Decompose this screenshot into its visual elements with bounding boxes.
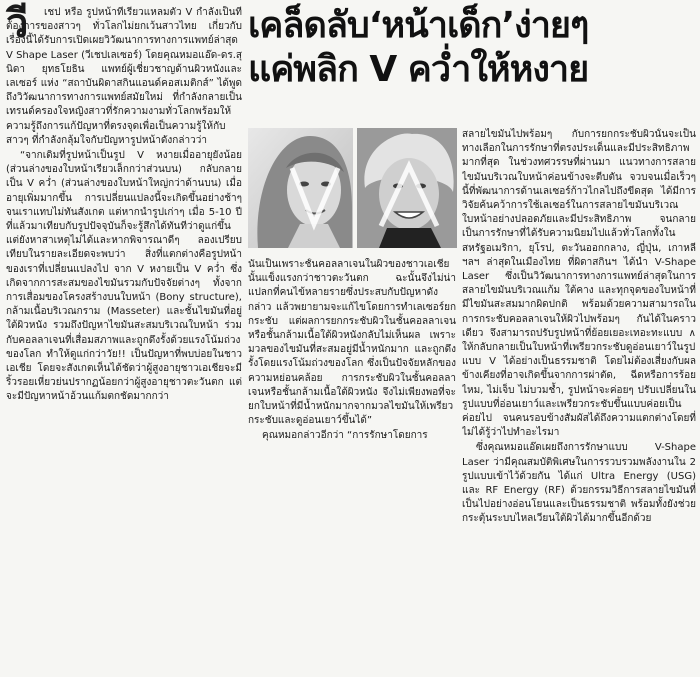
headline: [248, 4, 698, 92]
paragraph: คุณหมอกล่าวอีกว่า “การรักษาโดยการ: [262, 430, 428, 442]
paragraph: นั่นเป็นเพราะชั้นคอลลาเจนในผิวของชาวเอเชียนั้นแข็งแรงกว่าชาวตะวันตก ฉะนั้นจึงไม่น่าแปลกที่คนไข้หลายรายซึ่งประสบกับปัญหาดังกล่าว แล้วพยายามจะแก้ไขโดยการทำเลเซอร์ยกกระชับ แต่ผลการยกกระชับผิวในชั้นคอลลาเจนหรือชั้นกล้ามเนื้อใต้ผิวหนังกลับไม่เห็นผล เพราะมวลของไขมันที่สะสมอยู่มีน้ำหนักมาก และถูกดึงรั้งโดยแรงโน้มถ่วงของโลก ซึ่งเป็นปัจจัยหลักของความหย่อนคล้อย การกระชับผิวในชั้นคอลลาเจนหรือชั้นกล้ามเนื้อใต้ผิวหนัง จึงไม่เพียงพอที่จะยกใบหน้าที่มีน้ำหนักมากจากมวลไขมันให้เพรียวกระชับและดูอ่อนเยาว์ขึ้นได้”: [248, 259, 456, 427]
young-woman-image: [248, 128, 353, 248]
paragraph: “จากเดิมที่รูปหน้าเป็นรูป V หงายเมื่ออายุยังน้อย (ส่วนล่างของใบหน้าเรียวเล็กกว่าส่วนบน) กลับกลายเป็น V คว่ำ (ส่วนล่างของใบหน้าใหญ่กว่าด้านบน) เมื่ออายุเพิ่มมากขึ้น การเปลี่ยนแปลงนี้จะเกิดขึ้นอย่างช้าๆ จนเราแทบไม่ทันสังเกต แต่หากนำรูปเก่าๆ เมื่อ 5-10 ปีที่แล้วมาเทียบกับรูปปัจจุบันก็จะรู้สึกได้ทันทีว่าดูแก่ขึ้น แต่ยังหาสาเหตุไม่ได้และหากพิจารณาดีๆ ลองเปรียบเทียบในรายละเอียดจะพบว่า สิ่งที่แตกต่างคือรูปหน้าของเราที่เปลี่ยนแปลงไป จาก V หงายเป็น V คว่ำ ซึ่งเกิดจากการสะสมของไขมันรวมกับปัจจัยต่างๆ ทั้งจากการเสื่อมของโครงสร้างบนใบหน้า (Bony structure), กล้ามเนื้อบริเวณกราม (Masseter) และชั้นไขมันที่อยู่ใต้ผิวหนัง รวมถึงปัญหาไขมันสะสมบริเวณใบหน้า ร่วมกับคอลลาเจนที่เสื่อมสภาพและถูกดึงรั้งด้วยแรงโน้มถ่วงของโลก ทำให้ดูแก่กว่าวัย!! เป็นปัญหาที่พบบ่อยในชาวเอเชีย โดยจะสังเกตเห็นได้ชัดว่าผู้สูงอายุชาวเอเชียจะมีริ้วรอยเหี่ยวย่นปรากฏน้อยกว่าผู้สูงอายุชาวตะวันตก แต่จะมีปัญหาหน้าอ้วนแก้มตกชัดมากกว่า: [6, 150, 242, 403]
older-woman-image: [357, 128, 457, 248]
paragraph: ซึ่งคุณหมอแอ๊ดเผยถึงการรักษาแบบ V-Shape Laser ว่ามีคุณสมบัติพิเศษในการรวบรวมพลังงานใน 2 รูปแบบเข้าไว้ด้วยกัน ได้แก่ Ultra Energy (USG) และ RF Energy (RF) ด้วยกรรมวิธีการสลายไขมันที่เป็นไปอย่างอ่อนโยนและเป็นธรรมชาติ พร้อมทั้งยังช่วยกระตุ้นระบบไหลเวียนใต้ผิวได้มากขึ้นอีกด้วย: [462, 442, 696, 525]
photo-young-woman: [248, 128, 353, 248]
drop-cap: วี: [6, 0, 29, 47]
photo-older-woman: [357, 128, 457, 248]
headline-line-1: เคล็ดลับ‘หน้าเด็ก’ง่ายๆ: [248, 5, 589, 46]
column-1: [6, 0, 242, 672]
headline-line-2: แค่พลิก V คว่ำให้หงาย: [248, 49, 589, 90]
column-2: [248, 258, 456, 670]
paragraph: สลายไขมันไปพร้อมๆ กับการยกกระชับผิวนั้นจะเป็นทางเลือกในการรักษาที่ตรงประเด็นและมีประสิทธิภาพมากที่สุด ในช่วงทศวรรษที่ผ่านมา แนวทางการสลายไขมันบริเวณใบหน้าค่อนข้างจะตีบตัน จวบจนเมื่อเร็วๆ นี้ที่พัฒนาการด้านเลเซอร์ก้าวไกลไปถึงขีดสุด ได้มีการวิจัยค้นคว้าการใช้เลเซอร์ในการสลายไขมันบริเวณใบหน้าอย่างปลอดภัยและมีประสิทธิภาพ จนกลายเป็นการรักษาที่ได้รับความนิยมไปแล้วทั่วโลกทั้งในสหรัฐอเมริกา, ยุโรป, ตะวันออกกลาง, ญี่ปุ่น, เกาหลี ฯลฯ ล่าสุดในเมืองไทย ที่ผิดาสกินฯ ได้นำ V-Shape Laser ซึ่งเป็นวิวัฒนาการทางการแพทย์ล่าสุดในการสลายไขมันบริเวณแก้ม ใต้คาง และทุกจุดของใบหน้าที่มีไขมันสะสมมากผิดปกติ พร้อมด้วยความสามารถในการกระชับคอลลาเจนให้ผิวไปพร้อมๆ กันได้ในคราวเดียว จึงสามารถปรับรูปหน้าที่ย้อยเยอะเทอะทะแบบ ∧ ให้กลับกลายเป็นใบหน้าที่เพรียวกระชับดูอ่อนเยาว์ในรูปแบบ V ได้อย่างเป็นธรรมชาติ โดยไม่ต้องเสี่ยงกับผลข้างเคียงที่อาจเกิดขึ้นจากการผ่าตัด, ฉีดหรือการร้อยไหม, ไม่เจ็บ ไม่บวมช้ำ, รูปหน้าจะค่อยๆ ปรับเปลี่ยนในรูปแบบที่อ่อนเยาว์และเพรียวกระชับขึ้นแบบค่อยเป็นค่อยไป จนคนรอบข้างสัมผัสได้ถึงความแตกต่างโดยที่ไม่ได้รู้ว่าไปทำอะไรมา: [462, 129, 696, 439]
paragraph: เชป หรือ รูปหน้าที่เรียวแหลมตัว V กำลังเป็นที่ต้องการของสาวๆ ทั่วโลกไม่ยกเว้นสาวไทย เกี่ยวกับเรื่องนี้ได้รับการเปิดเผยวิวัฒนาการทางการแพทย์ล่าสุด V Shape Laser (วีเชปเลเซอร์) โดยคุณหมอแอ๊ด-ดร.สุนิดา ยุทธโยธิน แพทย์ผู้เชี่ยวชาญด้านผิวหนังและเลเซอร์ แห่ง “สถาบันผิดาสกินแอนด์คอสเมติกส์” ได้พูดถึงวิวัฒนาการทางการแพทย์สมัยใหม่ ที่กำลังกลายเป็นเทรนด์ครองใจหญิงสาวที่รักความงามทั่วโลกพร้อมให้ความรู้ถึงการแก้ปัญหาที่ตรงจุดเพื่อเป็นความรู้ให้กับสาวๆ ที่กำลังกลุ้มใจกับปัญหารูปหน้าดังกล่าวว่า: [6, 7, 242, 146]
column-3: [462, 128, 696, 672]
